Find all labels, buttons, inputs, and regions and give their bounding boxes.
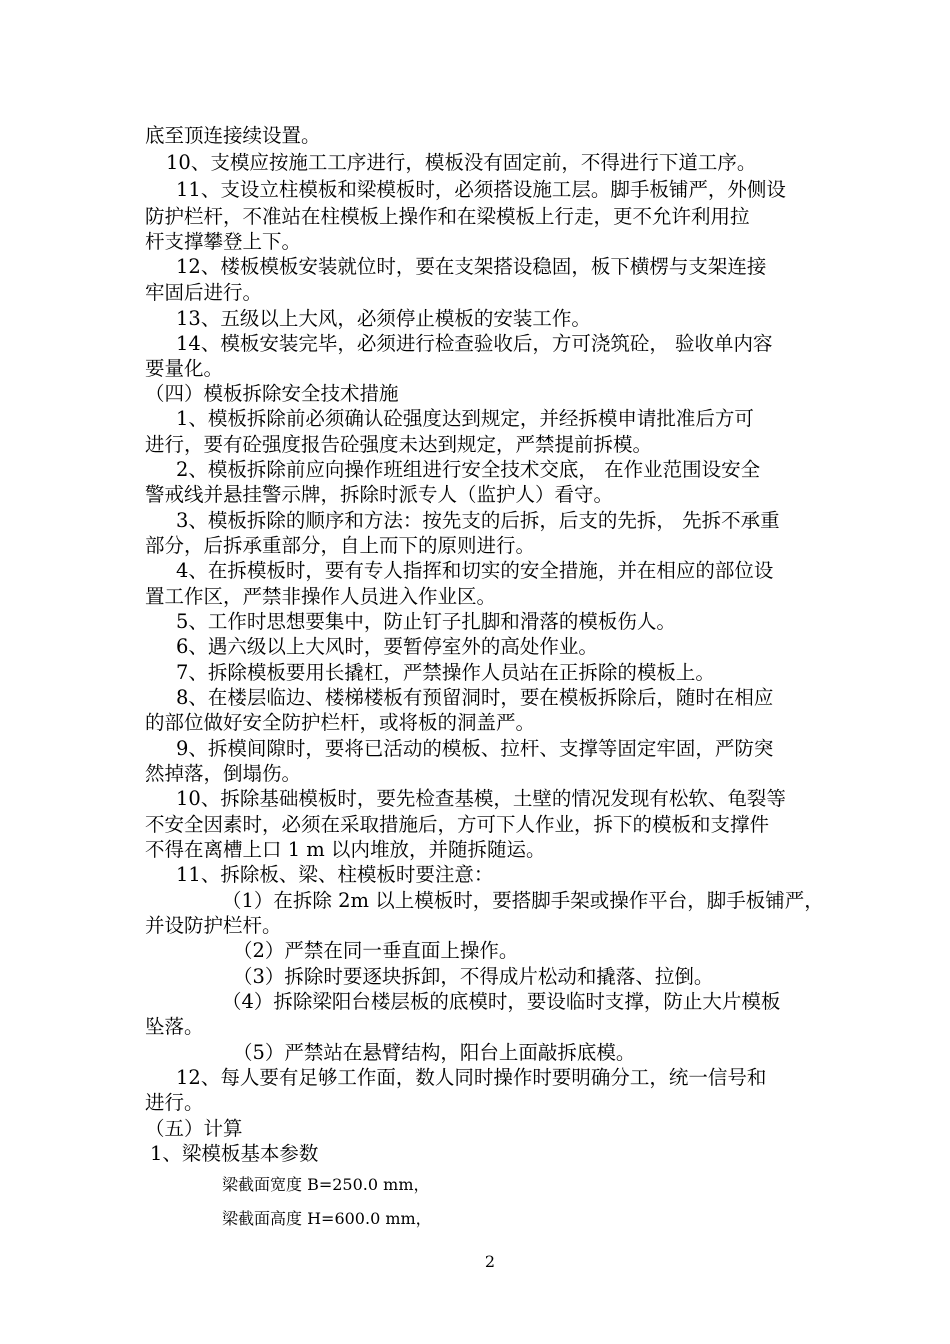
text-line: 9、拆模间隙时，要将已活动的模板、拉杆、支撑等固定牢固，严防突: [176, 737, 774, 760]
text-line: 14、模板安装完毕，必须进行检查验收后，方可浇筑砼， 验收单内容: [176, 332, 773, 355]
text-line: 要量化。: [145, 357, 224, 380]
section-heading: （四）模板拆除安全技术措施: [145, 382, 399, 405]
text-line: 1、模板拆除前必须确认砼强度达到规定，并经拆模申请批准后方可: [176, 407, 754, 430]
text-line: 2、模板拆除前应向操作班组进行安全技术交底， 在作业范围设安全: [176, 458, 761, 481]
text-line: 坠落。: [145, 1015, 204, 1038]
text-line: 5、工作时思想要集中，防止钉子扎脚和滑落的模板伤人。: [176, 610, 676, 633]
text-line: 12、楼板模板安装就位时，要在支架搭设稳固，板下横楞与支架连接: [176, 255, 767, 278]
text-line: 置工作区，严禁非操作人员进入作业区。: [145, 585, 497, 608]
text-line: 13、五级以上大风，必须停止模板的安装工作。: [176, 307, 591, 330]
text-line: 进行。: [145, 1091, 204, 1114]
text-line: （5）严禁站在悬臂结构，阳台上面敲拆底模。: [233, 1041, 636, 1064]
text-line: 4、在拆模板时，要有专人指挥和切实的安全措施，并在相应的部位设: [176, 559, 774, 582]
parameter-line: 梁截面高度 H=600.0 mm，: [222, 1209, 432, 1228]
text-line: 并设防护栏杆。: [145, 914, 282, 937]
text-line: 不安全因素时，必须在采取措施后，方可下人作业，拆下的模板和支撑件: [145, 813, 770, 836]
text-line: 底至顶连接续设置。: [145, 124, 321, 147]
text-line: 10、拆除基础模板时，要先检查基模，土壁的情况发现有松软、龟裂等: [176, 787, 786, 810]
text-line: （2）严禁在同一垂直面上操作。: [233, 939, 519, 962]
text-line: （4）拆除梁阳台楼层板的底模时，要设临时支撑，防止大片模板: [222, 990, 781, 1013]
text-line: （1）在拆除 2m 以上模板时，要搭脚手架或操作平台，脚手板铺严，: [222, 889, 824, 912]
text-line: 11、拆除板、梁、柱模板时要注意：: [176, 863, 494, 886]
text-line: 6、遇六级以上大风时，要暂停室外的高处作业。: [176, 635, 598, 658]
text-line: 10、支模应按施工工序进行，模板没有固定前，不得进行下道工序。: [166, 151, 757, 174]
text-line: 防护栏杆，不准站在柱模板上操作和在梁模板上行走，更不允许利用拉: [145, 205, 750, 228]
text-line: 牢固后进行。: [145, 281, 263, 304]
page-number: 2: [484, 1252, 496, 1271]
text-line: 警戒线并悬挂警示牌，拆除时派专人（监护人）看守。: [145, 483, 614, 506]
text-line: 3、模板拆除的顺序和方法：按先支的后拆，后支的先拆， 先拆不承重: [176, 509, 780, 532]
text-line: 然掉落，倒塌伤。: [145, 762, 302, 785]
text-line: 部分，后拆承重部分，自上而下的原则进行。: [145, 534, 536, 557]
text-line: 7、拆除模板要用长撬杠，严禁操作人员站在正拆除的模板上。: [176, 661, 715, 684]
subsection-heading: 1、梁模板基本参数: [150, 1142, 319, 1165]
parameter-line: 梁截面宽度 B=250.0 mm，: [222, 1175, 430, 1194]
text-line: 的部位做好安全防护栏杆，或将板的洞盖严。: [145, 711, 536, 734]
section-heading: （五）计算: [145, 1117, 243, 1140]
text-line: 进行，要有砼强度报告砼强度未达到规定，严禁提前拆模。: [145, 433, 653, 456]
text-line: 8、在楼层临边、楼梯楼板有预留洞时，要在模板拆除后，随时在相应: [176, 686, 774, 709]
text-line: 杆支撑攀登上下。: [145, 230, 302, 253]
text-line: 不得在离槽上口 1 m 以内堆放，并随拆随运。: [145, 838, 546, 861]
text-line: 11、支设立柱模板和梁模板时，必须搭设施工层。脚手板铺严，外侧设: [176, 178, 786, 201]
text-line: 12、每人要有足够工作面，数人同时操作时要明确分工，统一信号和: [176, 1066, 767, 1089]
text-line: （3）拆除时要逐块拆卸，不得成片松动和撬落、拉倒。: [233, 965, 714, 988]
